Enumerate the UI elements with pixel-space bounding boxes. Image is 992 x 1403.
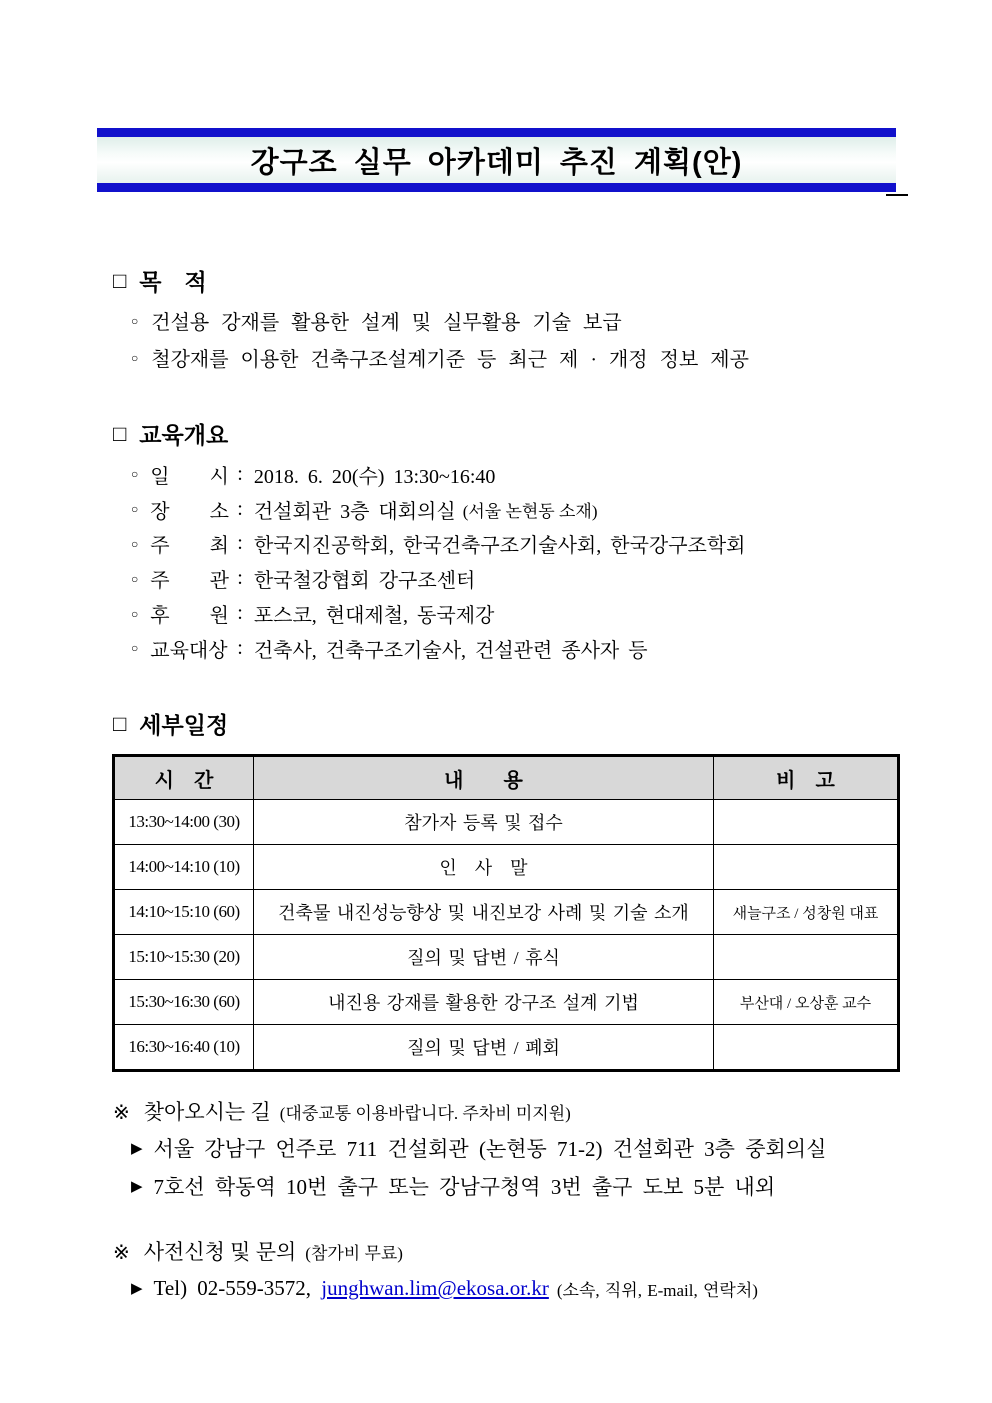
time-cell: 15:10~15:30 (20) (114, 935, 254, 980)
schedule-heading-label: 세부일정 (139, 712, 229, 738)
overview-heading-label: 교육개요 (139, 422, 229, 448)
note-cell (714, 1025, 899, 1071)
directions-heading (113, 1096, 571, 1126)
banner-shadow-tick (886, 194, 908, 196)
overview-item-label: 주 관 (150, 570, 229, 593)
purpose-item (131, 343, 749, 372)
directions-heading-label: 찾아오시는 길 (143, 1100, 271, 1124)
contact-heading (113, 1236, 403, 1266)
content-cell: 질의 및 답변 / 휴식 (254, 935, 714, 980)
label-separator: : (237, 636, 243, 659)
banner-top-bar (97, 128, 896, 137)
contact-tel: Tel) 02-559-3572, (153, 1276, 312, 1300)
column-header-content: 내 용 (254, 756, 714, 800)
label-separator: : (237, 567, 243, 590)
purpose-item-text: 건설용 강재를 활용한 설계 및 실무활용 기술 보급 (151, 312, 622, 334)
square-bullet-icon: □ (113, 267, 127, 293)
overview-item-label: 장 소 (150, 500, 229, 523)
label-separator: : (237, 532, 243, 555)
overview-item-sponsor (131, 596, 753, 631)
purpose-heading-label: 목 적 (139, 269, 207, 295)
square-bullet-icon: □ (113, 420, 127, 446)
directions-item-subway (131, 1171, 775, 1201)
overview-item-value: 한국철강협회 강구조센터 (253, 570, 476, 593)
directions-heading-note: (대중교통 이용바랍니다. 주차비 미지원) (279, 1104, 571, 1123)
reference-mark-icon: ※ (113, 1102, 130, 1124)
overview-item-host (131, 527, 753, 562)
note-cell (714, 800, 899, 845)
purpose-item (131, 306, 622, 335)
time-cell: 15:30~16:30 (60) (114, 980, 254, 1025)
directions-item-text: 서울 강남구 언주로 711 건설회관 (논현동 71-2) 건설회관 3층 중회의실 (153, 1137, 827, 1161)
contact-heading-label: 사전신청 및 문의 (143, 1240, 297, 1264)
overview-item-label: 주 최 (150, 535, 229, 558)
column-header-note: 비 고 (714, 756, 899, 800)
section-heading-purpose (113, 264, 207, 297)
overview-item-value: 포스코, 현대제철, 동국제강 (253, 605, 495, 628)
circle-bullet-icon: ○ (131, 641, 139, 656)
circle-bullet-icon: ○ (131, 502, 139, 517)
triangle-bullet-icon: ▶ (131, 1140, 143, 1157)
note-cell (714, 845, 899, 890)
banner-body (97, 137, 896, 183)
directions-item-text: 7호선 학동역 10번 출구 또는 강남구청역 3번 출구 도보 5분 내외 (153, 1175, 776, 1199)
banner-bottom-bar (97, 183, 896, 192)
content-cell: 질의 및 답변 / 폐회 (254, 1025, 714, 1071)
contact-heading-note: (참가비 무료) (305, 1244, 403, 1263)
overview-item-label: 일 시 (150, 465, 229, 488)
schedule-row (114, 935, 899, 980)
section-heading-overview (113, 417, 228, 450)
column-header-time: 시 간 (114, 756, 254, 800)
circle-bullet-icon: ○ (131, 350, 139, 365)
overview-item-datetime (131, 457, 753, 492)
reference-mark-icon: ※ (113, 1242, 130, 1264)
circle-bullet-icon: ○ (131, 606, 139, 621)
schedule-row (114, 980, 899, 1025)
label-separator: : (237, 602, 243, 625)
page-title: 강구조 실무 아카데미 추진 계획(안) (250, 146, 743, 179)
triangle-bullet-icon: ▶ (131, 1178, 143, 1195)
note-cell: 새늘구조 / 성창원 대표 (714, 890, 899, 935)
section-heading-schedule (113, 707, 228, 740)
time-cell: 14:10~15:10 (60) (114, 890, 254, 935)
overview-item-label: 교육대상 (150, 639, 228, 662)
overview-item-label: 후 원 (150, 605, 229, 628)
overview-item-value: 건설회관 3층 대회의실 (253, 500, 456, 523)
content-cell: 참가자 등록 및 접수 (254, 800, 714, 845)
overview-list (131, 457, 753, 666)
overview-item-note: (서울 논현동 소재) (462, 501, 598, 521)
note-cell: 부산대 / 오상훈 교수 (714, 980, 899, 1025)
square-bullet-icon: □ (113, 710, 127, 736)
circle-bullet-icon: ○ (131, 467, 139, 482)
content-cell: 건축물 내진성능향상 및 내진보강 사례 및 기술 소개 (254, 890, 714, 935)
time-cell: 14:00~14:10 (10) (114, 845, 254, 890)
overview-item-organizer (131, 561, 753, 596)
label-separator: : (237, 462, 243, 485)
overview-item-venue (131, 492, 753, 527)
contact-email-note: (소속, 직위, E-mail, 연락처) (556, 1281, 758, 1300)
triangle-bullet-icon: ▶ (131, 1281, 143, 1297)
circle-bullet-icon: ○ (131, 313, 139, 328)
contact-line (131, 1276, 758, 1301)
content-cell: 내진용 강재를 활용한 강구조 설계 기법 (254, 980, 714, 1025)
time-cell: 13:30~14:00 (30) (114, 800, 254, 845)
content-cell: 인 사 말 (254, 845, 714, 890)
contact-email-link[interactable]: junghwan.lim@ekosa.or.kr (321, 1276, 549, 1300)
circle-bullet-icon: ○ (131, 536, 139, 551)
schedule-row (114, 1025, 899, 1071)
overview-item-audience (131, 631, 753, 666)
title-banner (97, 128, 896, 192)
schedule-row (114, 800, 899, 845)
overview-item-value: 건축사, 건축구조기술사, 건설관련 종사자 등 (253, 639, 648, 662)
purpose-item-text: 철강재를 이용한 건축구조설계기준 등 최근 제 · 개정 정보 제공 (151, 349, 749, 371)
schedule-header-row (114, 756, 899, 800)
circle-bullet-icon: ○ (131, 571, 139, 586)
schedule-row (114, 845, 899, 890)
overview-item-value: 2018. 6. 20(수) 13:30~16:40 (253, 465, 496, 488)
note-cell (714, 935, 899, 980)
time-cell: 16:30~16:40 (10) (114, 1025, 254, 1071)
schedule-table (112, 754, 900, 1072)
overview-item-value: 한국지진공학회, 한국건축구조기술사회, 한국강구조학회 (253, 535, 746, 558)
directions-item-address (131, 1133, 826, 1163)
schedule-row (114, 890, 899, 935)
label-separator: : (237, 497, 243, 520)
